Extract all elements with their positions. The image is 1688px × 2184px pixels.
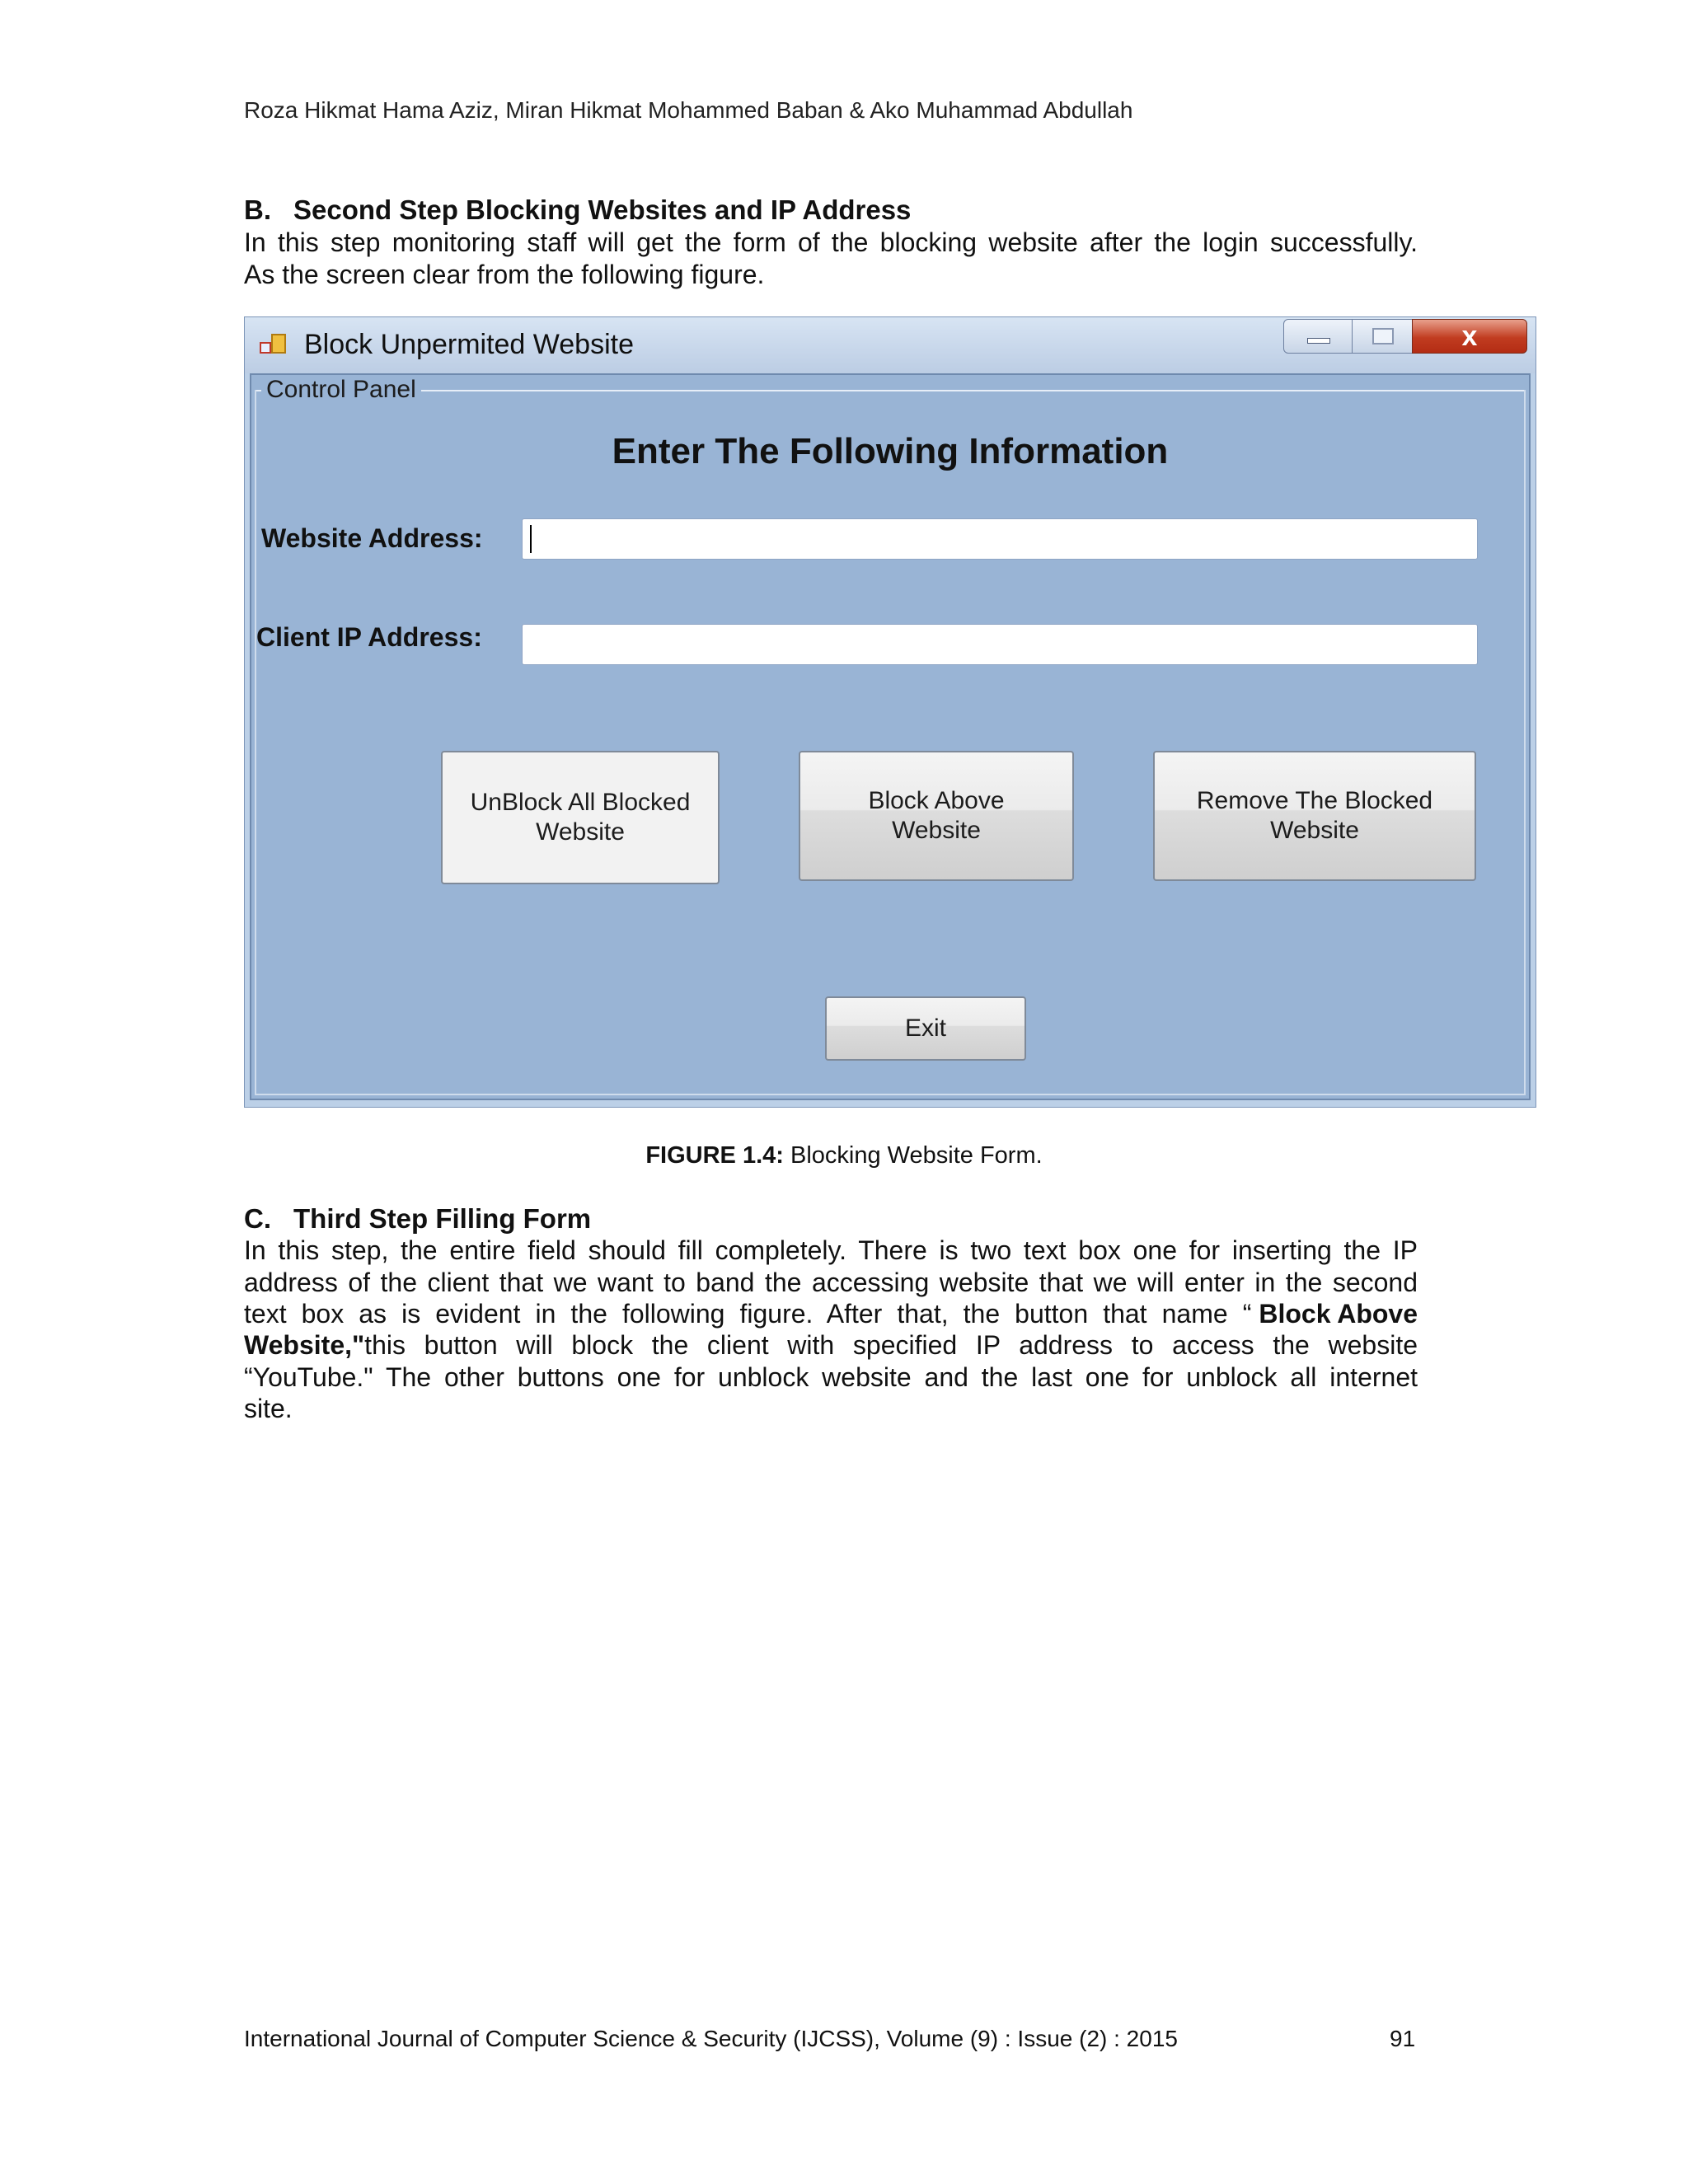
control-panel-area: [250, 373, 1531, 1100]
minimize-icon: [1307, 338, 1330, 344]
client-ip-input[interactable]: [522, 624, 1478, 665]
unblock-all-label-line-2: Website: [536, 818, 625, 846]
section-c-line-2: address of the client that we want to band the accessing website that we will enter in the second: [244, 1268, 1418, 1297]
section-c-letter: C.: [244, 1203, 271, 1234]
section-c-line-5: “YouTube." The other buttons one for unblock website and the last one for unblock all internet: [244, 1362, 1418, 1392]
exit-button[interactable]: Exit: [825, 996, 1026, 1061]
section-c-bold-block-above: Block Above: [1259, 1299, 1418, 1329]
section-b-line-1: In this step monitoring staff will get the form of the blocking website after the login successfully.: [244, 227, 1418, 257]
website-address-input[interactable]: [522, 518, 1478, 560]
client-ip-label: Client IP Address:: [256, 622, 482, 652]
groupbox-border: [255, 390, 1526, 1095]
figure-caption-text: Blocking Website Form.: [783, 1142, 1043, 1169]
unblock-all-label-line-1: UnBlock All Blocked: [470, 789, 691, 816]
figure-caption: [0, 1142, 1688, 1169]
maximize-button[interactable]: [1352, 319, 1413, 354]
window-title: Block Unpermited Website: [304, 329, 634, 360]
section-c-heading: [244, 1203, 591, 1235]
running-head-authors: Roza Hikmat Hama Aziz, Miran Hikmat Mohammed Baban & Ako Muhammad Abdullah: [244, 97, 1133, 123]
close-button[interactable]: [1412, 319, 1527, 354]
section-b-line-2: As the screen clear from the following figure.: [244, 260, 765, 289]
text-caret: [530, 525, 532, 553]
close-icon: x: [1461, 321, 1478, 352]
page-number: 91: [1390, 2026, 1416, 2051]
section-c-line-4: [244, 1329, 1418, 1361]
form-heading: Enter The Following Information: [612, 431, 1169, 471]
unblock-all-button[interactable]: [441, 751, 720, 884]
app-icon: [260, 334, 288, 359]
website-address-label: Website Address:: [261, 523, 483, 553]
maximize-icon: [1372, 328, 1394, 344]
control-panel-label: Control Panel: [261, 376, 421, 404]
block-above-label-line-2: Website: [892, 817, 981, 844]
figure-caption-label: FIGURE 1.4:: [645, 1142, 784, 1169]
section-b-heading: [244, 194, 911, 226]
section-b-letter: B.: [244, 194, 271, 225]
section-c-line-1: In this step, the entire field should fill completely. There is two text box one for inserting the IP: [244, 1235, 1418, 1265]
window-titlebar[interactable]: [245, 317, 1536, 373]
section-c-title: Third Step Filling Form: [293, 1203, 592, 1234]
minimize-button[interactable]: [1283, 319, 1353, 354]
section-c-line-3: [244, 1298, 1418, 1330]
remove-blocked-label-line-1: Remove The Blocked: [1196, 787, 1433, 814]
block-above-label-line-1: Block Above: [868, 787, 1005, 814]
section-c-line-6: site.: [244, 1394, 293, 1423]
block-website-window: [244, 316, 1536, 1108]
footer-journal: International Journal of Computer Science & Security (IJCSS), Volume (9) : Issue (2) : 2015: [244, 2026, 1178, 2051]
section-b-title: Second Step Blocking Websites and IP Address: [293, 194, 912, 225]
block-above-button[interactable]: [799, 751, 1074, 881]
remove-blocked-label-line-2: Website: [1270, 817, 1359, 844]
remove-blocked-button[interactable]: [1153, 751, 1476, 881]
section-c-bold-website: Website,": [244, 1330, 365, 1360]
section-c-line-3-text: text box as is evident in the following figure. After that, the button that name “: [244, 1299, 1252, 1329]
section-c-line-4-text: this button will block the client with specified IP address to access the website: [364, 1330, 1418, 1360]
